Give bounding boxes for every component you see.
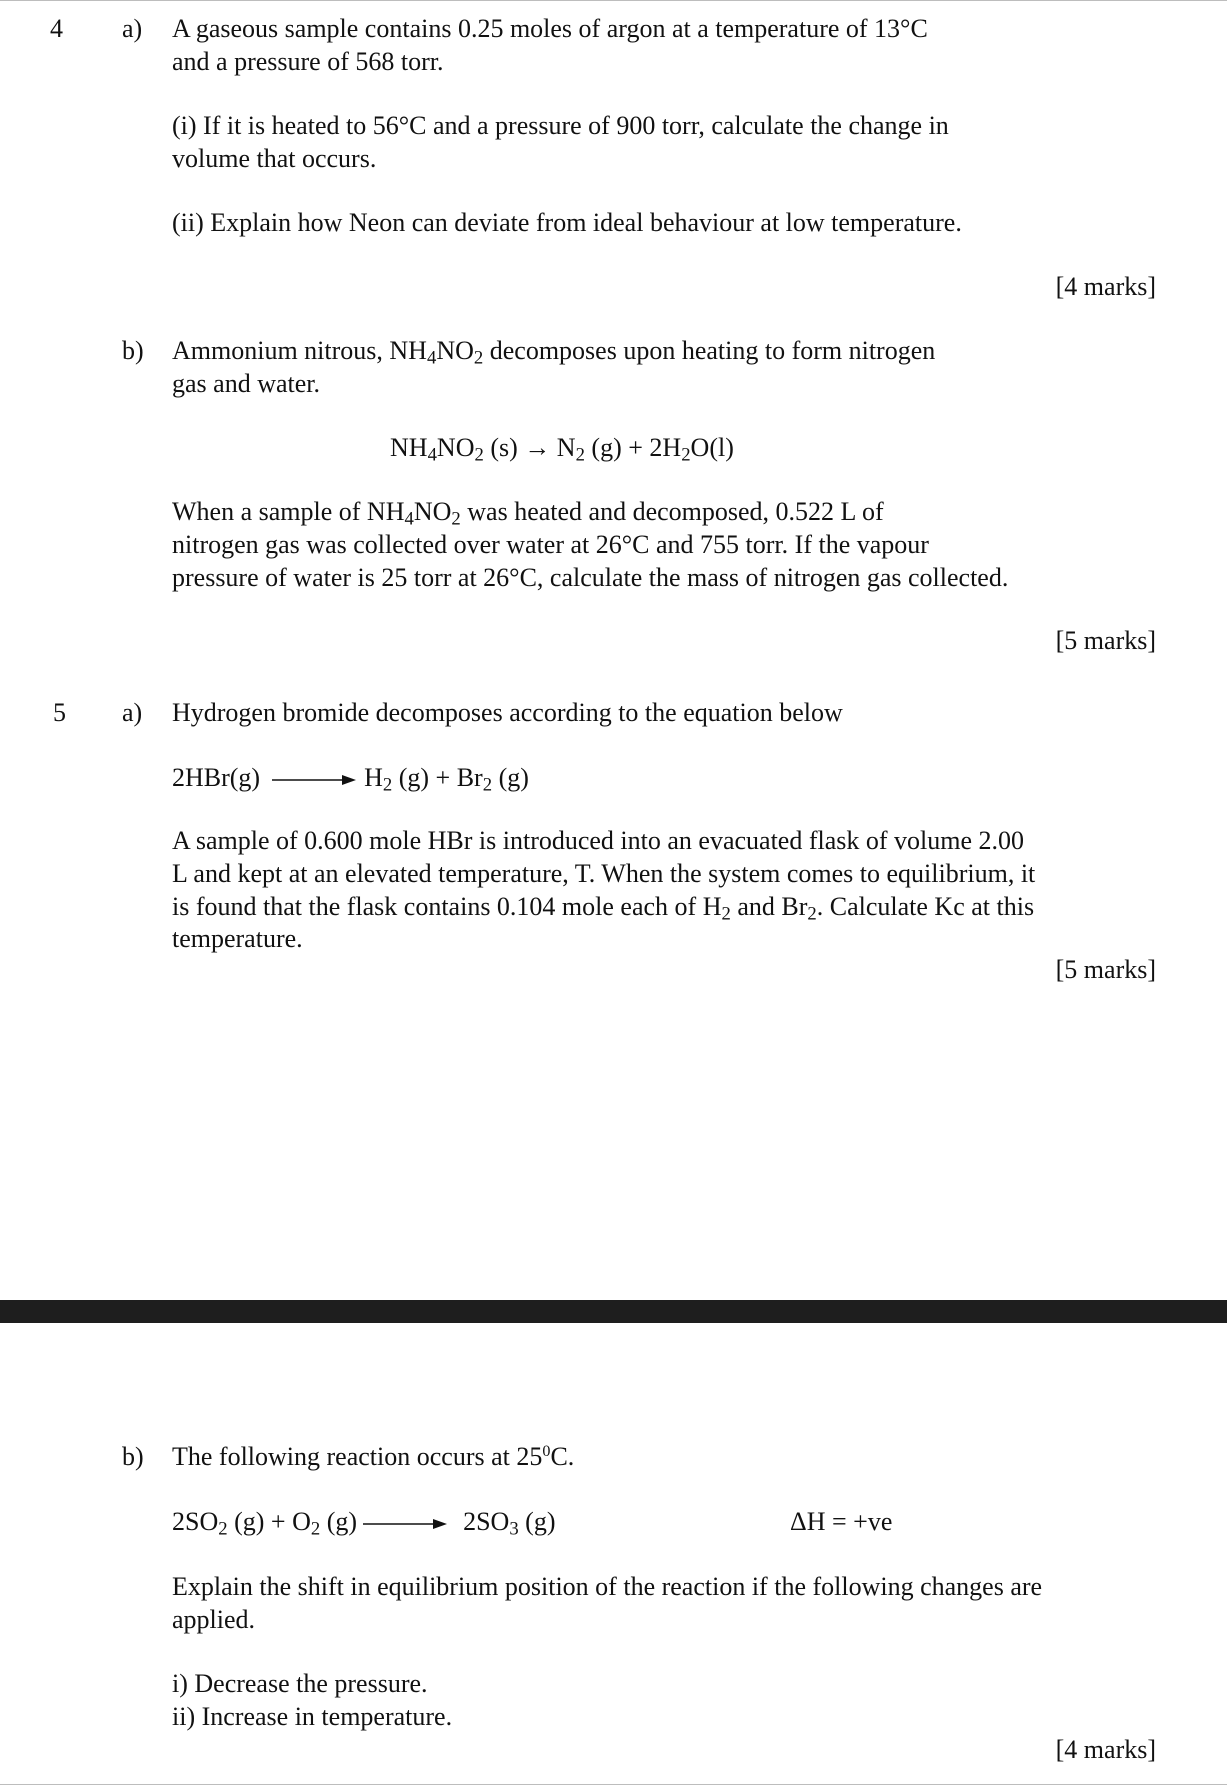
question-5a-text-line1: A sample of 0.600 mole HBr is introduced into an evacuated flask of volume 2.00 bbox=[172, 826, 1025, 855]
question-4b-intro-line1: Ammonium nitrous, $NH_4NO_2$ decomposes upon heating to form nitrogen bbox=[172, 336, 936, 369]
question-5a-text-line3: is found that the flask contains 0.104 mole each of $H_2$ and $Br_2$. Calculate Kc at this bbox=[172, 892, 1035, 925]
reaction-arrow-icon bbox=[272, 773, 358, 787]
bottom-border bbox=[0, 1784, 1227, 1785]
question-5b-label: b) bbox=[122, 1442, 144, 1471]
page-divider-band bbox=[0, 1300, 1227, 1323]
question-5b-item-i: i) Decrease the pressure. bbox=[172, 1669, 428, 1698]
question-5b-text-line2: applied. bbox=[172, 1605, 256, 1634]
question-5b-marks: [4 marks] bbox=[1055, 1735, 1156, 1764]
question-5a-text-line2: L and kept at an elevated temperature, T. When the system comes to equilibrium, it bbox=[172, 859, 1036, 888]
question-5b-intro: The following reaction occurs at $25^0C$. bbox=[172, 1442, 575, 1471]
reaction-arrow-icon bbox=[363, 1517, 449, 1531]
question-4a-intro-line1: A gaseous sample contains 0.25 moles of argon at a temperature of 13°C bbox=[172, 14, 928, 43]
top-border bbox=[0, 0, 1227, 1]
question-5b-item-ii: ii) Increase in temperature. bbox=[172, 1702, 453, 1731]
question-5b-text-line1: Explain the shift in equilibrium position of the reaction if the following changes are bbox=[172, 1572, 1043, 1601]
question-4b-text-line3: pressure of water is 25 torr at 26°C, calculate the mass of nitrogen gas collected. bbox=[172, 563, 1009, 592]
question-4a-part-i-line1: (i) If it is heated to 56°C and a pressure of 900 torr, calculate the change in bbox=[172, 111, 949, 140]
question-4a-intro-line2: and a pressure of 568 torr. bbox=[172, 47, 444, 76]
question-4a-part-ii: (ii) Explain how Neon can deviate from ideal behaviour at low temperature. bbox=[172, 208, 962, 237]
question-4b-text-line1: When a sample of $NH_4NO_2$ was heated and decomposed, 0.522 L of bbox=[172, 497, 884, 530]
question-5b-equation: $2SO_2$ $(g) + O_2$ (g) $2SO_3$ (g) bbox=[172, 1507, 556, 1540]
question-4a-marks: [4 marks] bbox=[1055, 272, 1156, 301]
question-4b-intro-line2: gas and water. bbox=[172, 369, 321, 398]
question-5-number: 5 bbox=[53, 698, 66, 727]
question-5b-enthalpy: ΔH = +ve bbox=[790, 1507, 893, 1536]
question-5a-marks: [5 marks] bbox=[1055, 955, 1156, 984]
question-4b-text-line2: nitrogen gas was collected over water at 26°C and 755 torr. If the vapour bbox=[172, 530, 929, 559]
question-4-number: 4 bbox=[50, 14, 63, 43]
question-5a-equation: 2HBr(g) $H_2$ $(g) + Br_2$ (g) bbox=[172, 763, 529, 796]
question-5a-text-line4: temperature. bbox=[172, 924, 303, 953]
question-4b-equation: $NH_4NO_2$ $(s) \to N_2$ $(g) + 2H_2O(l)$ bbox=[390, 433, 734, 466]
question-4a-part-i-line2: volume that occurs. bbox=[172, 144, 377, 173]
question-5a-intro: Hydrogen bromide decomposes according to the equation below bbox=[172, 698, 843, 727]
question-4b-label: b) bbox=[122, 336, 144, 365]
question-5a-label: a) bbox=[122, 698, 143, 727]
question-4b-marks: [5 marks] bbox=[1055, 626, 1156, 655]
question-4a-label: a) bbox=[122, 14, 143, 43]
